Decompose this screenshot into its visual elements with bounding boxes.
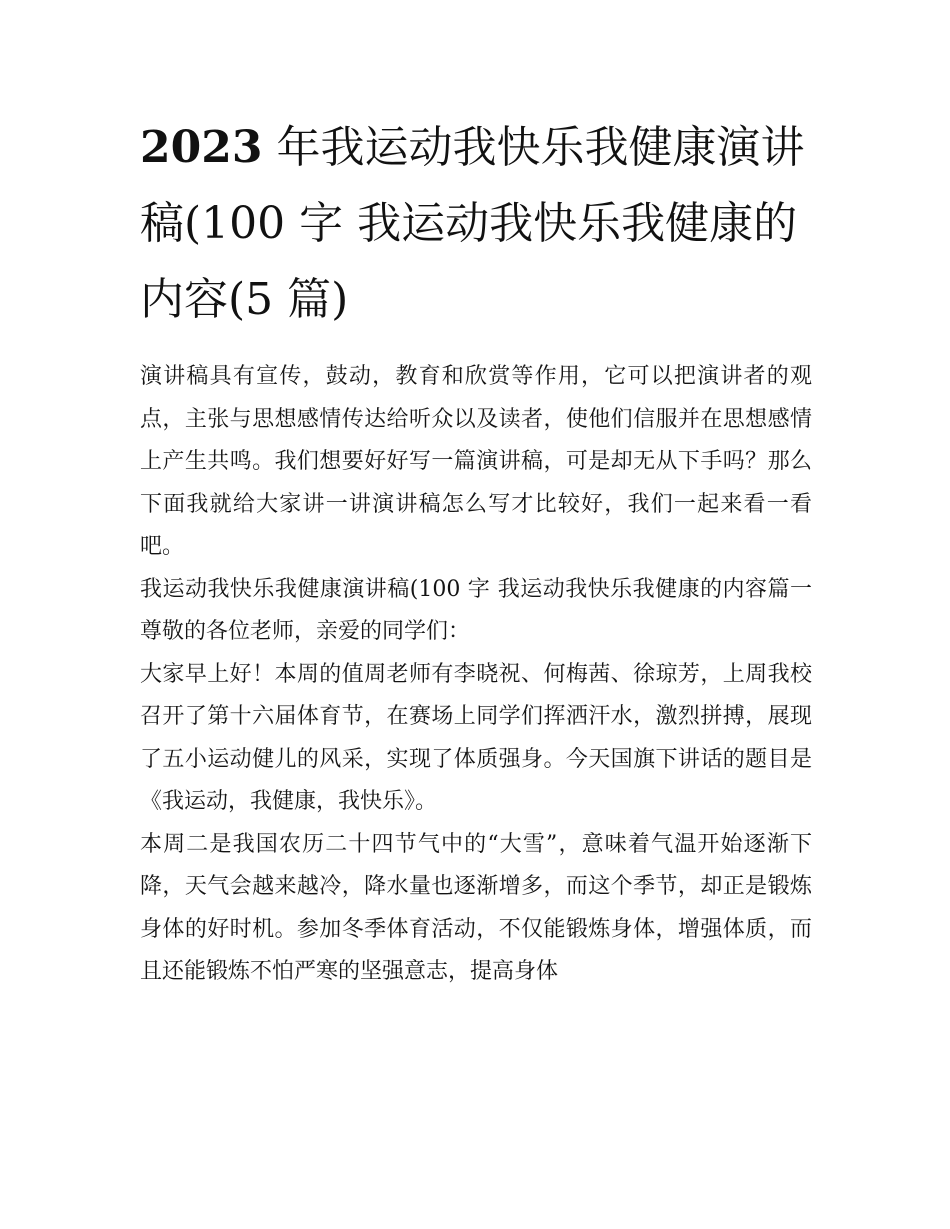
document-title — [140, 110, 812, 338]
intro-paragraph: 演讲稿具有宣传，鼓动，教育和欣赏等作用，它可以把演讲者的观点，主张与思想感情传达给听众以及读者，使他们信服并在思想感情上产生共鸣。我们想要好好写一篇演讲稿，可是却无从下手吗？那么下面我就给大家讲一讲演讲稿怎么写才比较好，我们一起来看一看吧。 — [140, 364, 812, 559]
title-year: 2023 — [140, 122, 263, 173]
body-paragraph: 大家早上好！本周的值周老师有李晓祝、何梅茜、徐琼芳，上周我校召开了第十六届体育节，在赛场上同学们挥洒汗水，激烈拼搏，展现了五小运动健儿的风采，实现了体质强身。今天国旗下讲话的题目是《我运动，我健康，我快乐》。 — [140, 661, 812, 814]
section-heading-paragraph: 我运动我快乐我健康演讲稿(100 字 我运动我快乐我健康的内容篇一 尊敬的各位老师，亲爱的同学们： — [140, 576, 812, 644]
title-text: 年我运动我快乐我健康演讲稿(100 字 我运动我快乐我健康的内容(5 篇) — [140, 122, 805, 325]
document-body — [140, 356, 812, 994]
document-page — [140, 110, 812, 994]
body-paragraph: 本周二是我国农历二十四节气中的“大雪”，意味着气温开始逐渐下降，天气会越来越冷，降水量也逐渐增多，而这个季节，却正是锻炼身体的好时机。参加冬季体育活动，不仅能锻炼身体，增强体质，而且还能锻炼不怕严寒的坚强意志，提高身体 — [140, 831, 812, 984]
